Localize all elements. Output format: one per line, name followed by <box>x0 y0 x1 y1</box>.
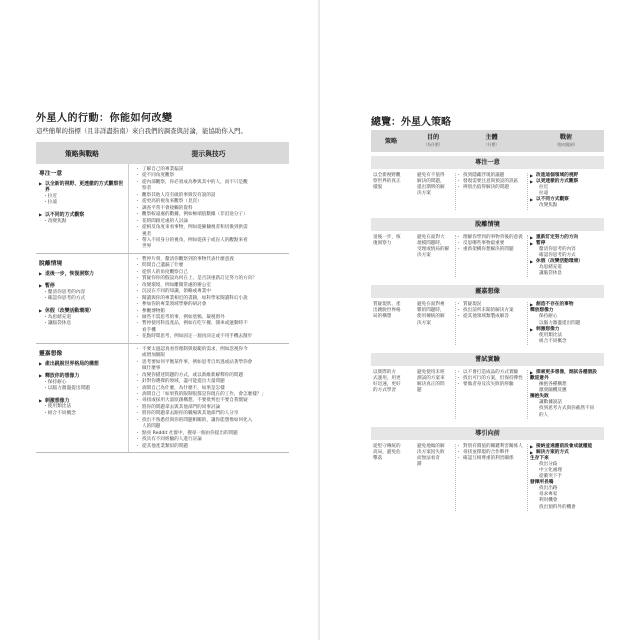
goal-sub-item: ・ 拉遠 <box>39 200 125 206</box>
goal-group <box>39 181 125 206</box>
tactic-line: ▶ 以不同方式觀察 <box>530 197 602 203</box>
tip-item: ・ 從更高的視角來觀察（見頁） <box>137 199 287 205</box>
tactic-line: ▶ 暫停 <box>530 241 602 247</box>
goal-label: ▶ 刺激想像力 <box>39 398 125 404</box>
strategy-cell <box>36 164 128 253</box>
goal-sub-item: ・ 確認你思考的方式 <box>39 296 125 302</box>
goal-group <box>39 373 125 392</box>
tip-item: ・ 調查平常不會接觸的資料 <box>137 206 287 212</box>
tactic-line: ▶ 改進這個領域的視野 <box>530 173 602 179</box>
tip-item: ・ 從相反角度來看事物，例如從僱傭視者和切換到供需 <box>137 225 287 231</box>
tactic-line: 以腦力激盪提出問題 <box>539 320 581 326</box>
header-strategy <box>371 138 411 145</box>
goal-line: 局的構想 <box>373 314 392 320</box>
tip-item: ・ 詢問自己「如果我的限制很都是你現在的工作，會怎麼樣？」 <box>137 392 287 398</box>
subject-line: 避免有不值得 <box>417 173 445 178</box>
tip-item: 察者 <box>142 186 152 192</box>
left-page-title: 外星人的行動：你能如何改變 <box>36 113 173 124</box>
strategy-band: 導引向前 <box>371 427 604 440</box>
goal-label: ▶ 以不同的方式觀察 <box>39 212 125 218</box>
tactic-line: 尋求專家 <box>539 492 558 498</box>
goal-line: 復洞察力 <box>373 240 392 246</box>
tip-item: ・ 暫停使用科技產品，例如在吃午餐、開車或運動時不 <box>137 321 287 327</box>
tip-item: ・ 思考要如何平衡某件事，例如思考自馬逃或站著學你會 <box>137 360 287 366</box>
subject-line: 決方案 <box>417 252 431 258</box>
item-line: ・ 發現需要注意與預設的誤區 <box>458 179 525 185</box>
tactic-line: ▶ 重新訂定努力的方向 <box>530 235 602 241</box>
tactic-line: 擁抱各種構想 <box>539 382 567 388</box>
table-header <box>36 142 289 164</box>
goal-label: ▶ 產出跳脫世界格局的構想 <box>39 361 125 367</box>
tactic-line: ▶ 創造不存在的事物 <box>530 302 602 308</box>
subject-line: 避免使用未經 <box>417 369 445 375</box>
tip-item: ・ 點亮 Reddit 社群中，搜尋一個由你提出的問題 <box>137 431 287 437</box>
header-strategy-label: 策略 <box>384 137 398 145</box>
subject-cell <box>415 444 455 511</box>
tip-item: ・ 改變你描述問題的方式，或以新維新解釋你的問題 <box>137 373 287 379</box>
tactic-line: 釐清你思考的內容 <box>539 246 576 252</box>
subject-line: 提出期明的解 <box>417 185 445 191</box>
subject-line: 避免在面對複 <box>417 302 445 308</box>
item-line: ・ 辨別出值得解決的問題 <box>458 185 525 191</box>
tactic-line: 找出出路 <box>539 486 558 492</box>
tactic-line: 中立化處理 <box>539 468 562 473</box>
overview-row <box>371 231 604 282</box>
left-page-intro: 這些簡單的指標（且非詳盡指南）來自我們的調查與討論，能協助你入門。 <box>36 127 247 135</box>
tactics-cell <box>528 235 604 278</box>
tip-item: 做什麼事 <box>142 366 161 372</box>
header-tactics-label: 戰術 <box>559 134 573 141</box>
tactic-line: 利用機會 <box>539 498 558 504</box>
goal-label: ▶ 暫停 <box>39 283 125 289</box>
goal-line: 從堅守傳統的 <box>373 443 401 449</box>
item-line: ・ 找到隱藏浮現的議題 <box>458 173 525 179</box>
header-goal-label: 目的 <box>426 134 440 141</box>
goal-sub-item: ・ 為思緒充電 <box>39 315 125 321</box>
goal-line: 以實際的方 <box>373 369 396 375</box>
overview-table <box>371 130 604 515</box>
tactic-line: 的人 <box>539 412 549 418</box>
tactic-line: 歡迎意外 <box>530 375 549 381</box>
tactics-cell <box>528 444 604 511</box>
tactic-line: 確認你思考的方式 <box>539 252 576 258</box>
goal-sub-item: ・ 讓腦袋休息 <box>39 321 125 327</box>
items-cell <box>455 302 528 345</box>
tactic-line: ▶ 以更透徹的方式觀察 <box>530 179 602 185</box>
strategy-section <box>36 344 289 453</box>
item-line: ・ 找出前所未聞的解決方案 <box>458 308 525 314</box>
overview-row <box>371 169 604 214</box>
tip-item: ・ 了解自己的專業偏誤 <box>137 167 287 173</box>
tip-item: ・ 觀察較遠處的數據，例如極端值數據（非沿途分子） <box>137 212 287 218</box>
tip-item: 看手機 <box>142 327 156 333</box>
subject-line: 蹟 <box>417 461 422 467</box>
goal-label: ▶ 釋放你的想像力 <box>39 373 125 379</box>
tip-item: ・ 做些不需思考的事，例如塗鴉、凝視窗外 <box>137 315 287 321</box>
header-subject-sub: （什麼） <box>483 142 500 147</box>
subject-line: 測試的方案來 <box>417 375 445 381</box>
goal-line: 退後一步，恢 <box>373 234 401 240</box>
goal-cell <box>371 235 415 278</box>
tip-item: 世界 <box>142 244 152 250</box>
items-cell <box>455 444 528 511</box>
goal-group <box>39 398 125 417</box>
subject-line: 避免在面對大 <box>417 234 445 240</box>
tactic-line: 保持耐心 <box>539 314 558 320</box>
goal-group <box>39 271 125 277</box>
strategy-title: 脫離情境 <box>39 260 63 267</box>
tips-cell <box>128 344 289 452</box>
tip-item: ・ 從不同角度觀察 <box>137 173 287 179</box>
strategy-tips-table <box>36 142 289 453</box>
header-goal-sub: （為什麼） <box>423 142 443 147</box>
subject-line: 題 <box>417 388 422 394</box>
item-line: ・ 確認互相尊重的利害關係 <box>458 456 525 462</box>
subject-line: 避免地做的解 <box>417 443 445 449</box>
overview-row <box>371 366 604 423</box>
item-line: ・ 從其他領域類製成解答 <box>458 314 525 320</box>
tactic-line: 拉近 <box>539 185 549 191</box>
goal-line: 質疑現狀，產 <box>373 302 401 308</box>
subject-line: 雜的問題時， <box>417 308 445 314</box>
tactic-line: 從衝突下手 <box>539 474 562 480</box>
tips-cell <box>128 164 289 253</box>
goal-cell <box>371 302 415 345</box>
subject-line: 受理或情局的解 <box>417 246 450 252</box>
table-body <box>36 164 289 453</box>
overview-body <box>371 156 604 515</box>
tip-item: ・ 暫停片刻，釐清你觀察到的事物代表什麼意義 <box>137 257 287 263</box>
tactic-line: 生存下來 <box>530 455 549 461</box>
tip-item: ・ 問問自己遺漏了什麼 <box>137 263 287 269</box>
tactic-line: 改變焦點 <box>539 203 558 209</box>
tip-item: ・ 質疑你你的假設為何在上，是否該重新訂定努力的方向？ <box>137 276 287 282</box>
item-line: ・ 反思哪些事物最重要 <box>458 241 525 247</box>
tip-item: ・ 花時間跟近處的人討論 <box>137 219 287 225</box>
tip-item: ・ 不要太過認真看待理制與規範的需求，例如忽視你今 <box>137 347 287 353</box>
goal-label: ▶ 休假（改變活動環境） <box>39 308 125 314</box>
item-line: ・ 對別有價值的關鍵利害關係人 <box>458 444 525 450</box>
goal-group <box>39 212 125 225</box>
subject-cell <box>415 302 455 345</box>
goal-label: ▶ 以全新的視野、更透徹的方式觀察世界 <box>39 181 125 194</box>
tip-item: ・ 閱讀與你的專業相近的書籍，如科學家閱讀科幻小說 <box>137 296 287 302</box>
goal-sub-item: ・ 組合不同概念 <box>39 411 125 417</box>
tip-item: ・ 改變環境，例如離開常處的辦公室 <box>137 283 287 289</box>
item-line: ・ 理解你學到的事物背後的意義 <box>458 235 525 241</box>
tip-item: ・ 帶入不同身分的視角，例如從孩子或盲人的觀點來看 <box>137 238 287 244</box>
item-line: ・ 尋找並擇現的合作夥伴 <box>458 450 525 456</box>
goal-sub-item: ・ 以腦力激盪提出問題 <box>39 386 125 392</box>
tactic-line: 找出分歧 <box>539 461 558 467</box>
header-goal <box>411 134 455 148</box>
goal-group <box>39 361 125 367</box>
goal-group <box>39 308 125 327</box>
tip-item: 或增加額限 <box>142 353 165 359</box>
goal-line: 出跳脫世界格 <box>373 308 401 314</box>
tactic-line: ▶ 刺激想像力 <box>530 327 602 333</box>
tactic-line: ▶ 探索更多想像，測試各種假設 <box>530 370 602 376</box>
subject-line: 使用傳統的解 <box>417 314 445 320</box>
tip-item: ・ 針對你選擇的領域，盡可能提出大量問題 <box>137 379 287 385</box>
header-tactics <box>528 134 604 148</box>
goal-label: ▶ 退後一步，恢復洞察力 <box>39 271 125 277</box>
items-cell <box>455 235 528 278</box>
subject-line: 解決真正的問 <box>417 382 445 388</box>
goal-line: 以全新視野觀 <box>373 173 401 178</box>
strategy-cell <box>36 254 128 343</box>
goal-line: 好迅速，更好 <box>373 382 401 388</box>
item-line: ・ 重新架構你想解決的問題 <box>458 247 525 253</box>
goal-cell <box>371 370 415 419</box>
header-tips: 提示與技巧 <box>191 150 226 158</box>
tactic-line: ▶ 接納並通應前段會成就權能 <box>530 444 602 450</box>
tip-item: ・ 找出不熟悉但與你的問題相關的，讓你能想像如何化入 <box>137 418 287 424</box>
tip-item: ・ 觀察其他人沒有做的事與沒有說的話 <box>137 193 287 199</box>
tip-item: 視者 <box>142 231 152 237</box>
goal-line: 察世界的真正 <box>373 179 401 185</box>
items-cell <box>455 370 528 419</box>
tip-item: ・ 尋找或採用大量原創構想，不要批判也不要自我懷疑 <box>137 398 287 404</box>
tip-item: ・ 將你的問題拿去跟你的職場與其他部門的人分享 <box>137 411 287 417</box>
header-subject-label: 主體 <box>485 134 498 141</box>
item-line: ・ 質疑現況 <box>458 302 525 308</box>
right-page-title: 總覽：外星人策略 <box>371 117 451 128</box>
header-subject <box>455 134 528 148</box>
subject-line: 決方案 <box>417 191 431 197</box>
strategy-section <box>36 164 289 254</box>
strategy-band: 靈嘉想像 <box>371 285 604 298</box>
goal-line: 高局，避免危 <box>373 449 401 455</box>
tip-item: ・ 從內部觀察，你必須成為參與其中的人，而不只是觀 <box>137 180 287 186</box>
subject-line: 而無法看奇 <box>417 455 440 461</box>
goal-line: 樣貌 <box>373 185 383 191</box>
tactic-line: 激發隨機反應 <box>539 388 567 394</box>
strategy-title: 專注一意 <box>39 171 63 177</box>
tip-item: ・ 找具有不同經驗的人進行討論 <box>137 437 287 443</box>
subject-cell <box>415 173 455 210</box>
tactic-line: ▶ 解決方案的方式 <box>530 450 602 456</box>
tip-item: ・ 從別人的角度觀察自己 <box>137 270 287 276</box>
tips-cell <box>128 254 289 343</box>
strategy-band: 脫離情境 <box>371 218 604 231</box>
subject-cell <box>415 235 455 278</box>
tip-item: ・ 參觀博物館 <box>137 309 287 315</box>
tactic-line: 釋放想像力 <box>530 308 554 314</box>
subject-line: 規模問題時， <box>417 240 445 246</box>
strategy-section <box>36 254 289 344</box>
tip-item: ・ 沉浸在不同的知識，領略或專業中 <box>137 289 287 295</box>
subject-line: 決方案 <box>417 320 431 326</box>
tactic-line: 拉遠 <box>539 191 549 197</box>
goal-line: 的方式學習 <box>373 388 396 394</box>
header-strategy: 策略與戰略 <box>65 150 99 158</box>
tip-item: ・ 詢問自己為什麼，為什麼不，如果是怎樣 <box>137 386 287 392</box>
strategy-title: 靈嘉想像 <box>39 350 63 357</box>
goal-sub-item: ・ 保持耐心 <box>39 380 125 386</box>
goal-sub-item: ・ 改變焦點 <box>39 219 125 225</box>
tactic-line: 為思緒充電 <box>539 265 562 271</box>
items-cell <box>455 173 528 210</box>
tip-item: ・ 參加你的專業領域學辦的研討會 <box>137 302 287 308</box>
tactics-cell <box>528 173 604 210</box>
item-line: ・ 要做者身及次失敗的經驗 <box>458 382 525 388</box>
tactics-cell <box>528 370 604 419</box>
tactic-line: 讓數據說話 <box>539 400 562 406</box>
goal-sub-item: ・ 釐清你思考的內容 <box>39 290 125 296</box>
subject-line: 決方案因失敗 <box>417 449 445 455</box>
tip-item: ・ 將你的問題拿去與其他部門的同事討論 <box>137 405 287 411</box>
goal-cell <box>371 173 415 210</box>
goal-sub-item: ・ 使用類比法 <box>39 404 125 410</box>
tip-item: ・ 花點時間思考，例如固定一週再決定或不用手機去散步 <box>137 334 287 340</box>
overview-row <box>371 298 604 349</box>
tactic-line: 使用類比法 <box>539 332 562 338</box>
goal-line: 式運用，用更 <box>373 375 401 381</box>
strategy-band: 專注一意 <box>371 156 604 169</box>
overview-header <box>371 130 604 152</box>
item-line: ・ 以不會打造成品的方式實驗 <box>458 370 525 376</box>
goal-sub-item: ・ 拉近 <box>39 194 125 200</box>
tactic-line: 讓腦袋休息 <box>539 271 562 277</box>
strategy-cell <box>36 344 128 452</box>
goal-group <box>39 283 125 302</box>
tactic-line: 找到思考方式與你截然不同 <box>539 406 595 412</box>
goal-line: 擊落 <box>373 455 383 461</box>
header-tactics-sub: （如何做到） <box>554 142 578 147</box>
tip-item: ・ 從其他產業類似的問題 <box>137 444 287 450</box>
subject-line: 解決的問題， <box>417 179 445 185</box>
tactic-line: 組合不同概念 <box>539 338 567 344</box>
item-line: ・ 找出可行的方案，但保持彈性 <box>458 376 525 382</box>
tactic-line: ▶ 休假（改變活動環境） <box>530 259 602 265</box>
strategy-band: 嘗試實驗 <box>371 353 604 366</box>
overview-row <box>371 440 604 515</box>
tactics-cell <box>528 302 604 345</box>
subject-cell <box>415 370 455 419</box>
tip-item: 人的問題 <box>142 424 161 430</box>
tactic-line: 找出預料外的機會 <box>539 504 576 510</box>
goal-cell <box>371 444 415 511</box>
tactic-line: 發揮所長鳴 <box>530 480 554 486</box>
tactic-line: 擁抱失敗 <box>530 394 549 400</box>
